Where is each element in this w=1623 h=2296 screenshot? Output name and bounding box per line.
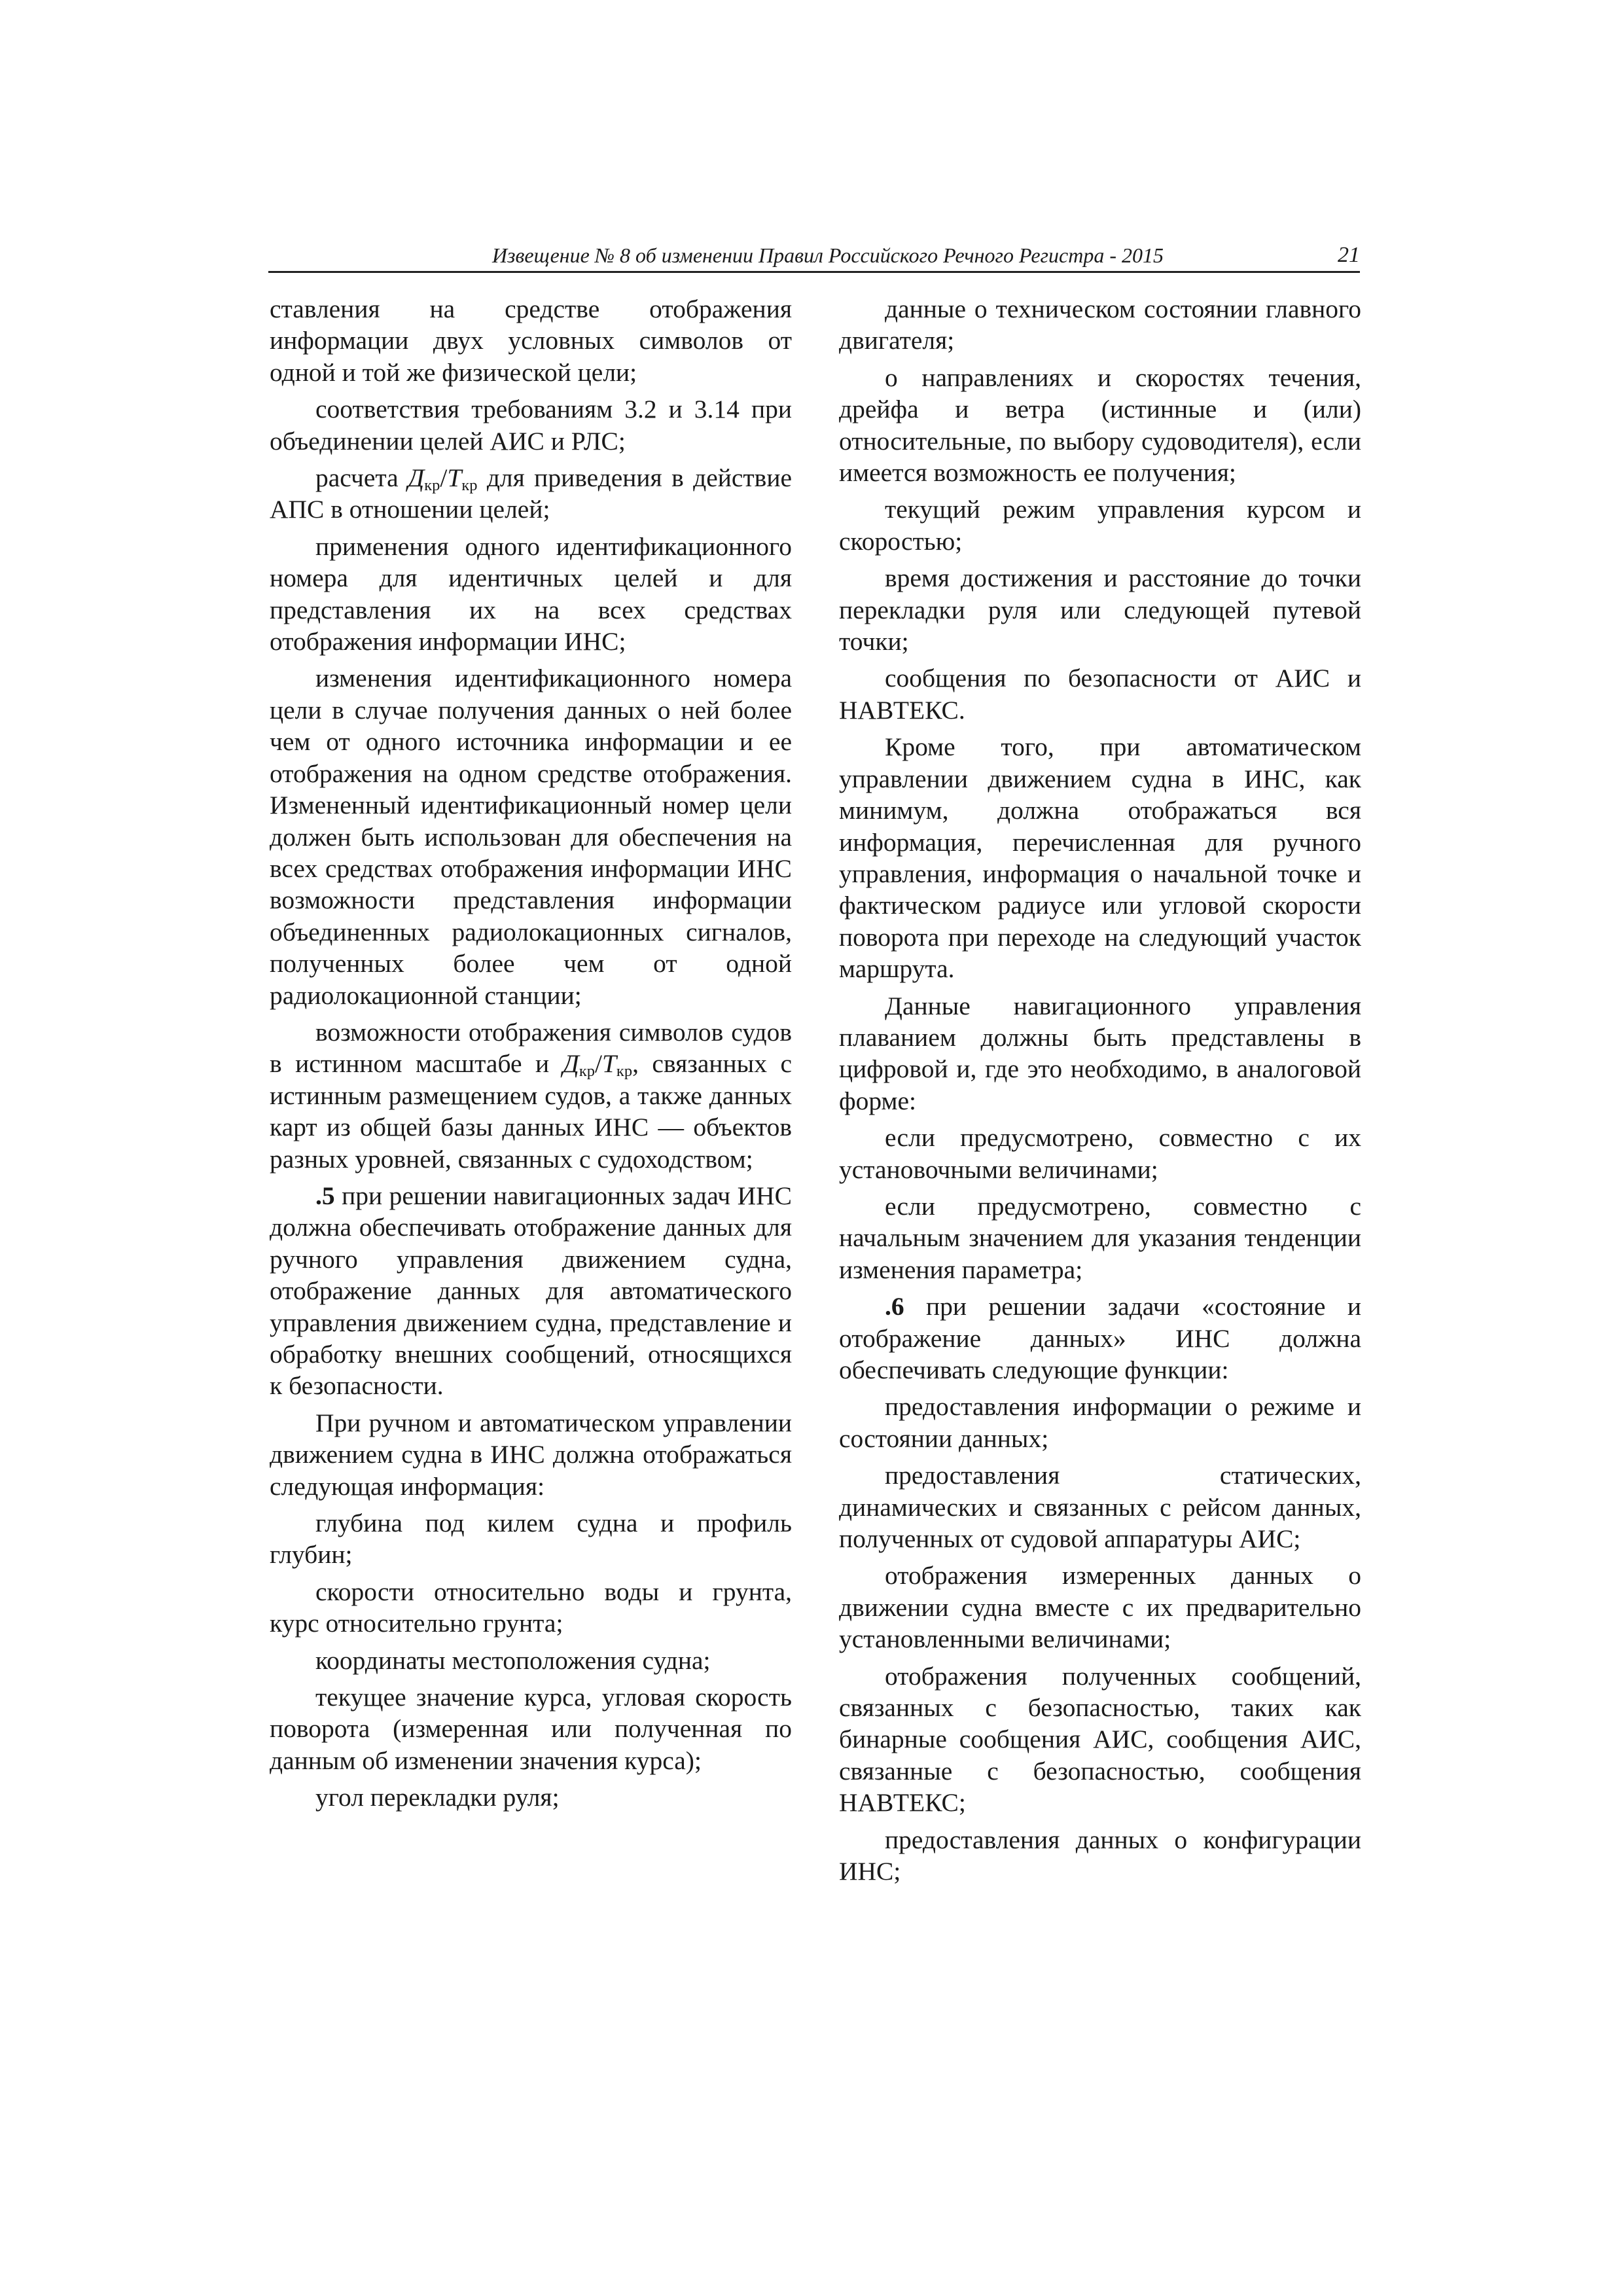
paragraph: данные о техническом состоянии главного двигателя; — [839, 295, 1361, 355]
paragraph: изменения идентификационного номера цели в случае получения данных о ней более чем от одного источника информации и ее отображения на одном средстве отображения. Измененный идентификационный номер цели должен быть использован для обеспечения на всех средствах отображения информации ИНС возможности представления информации объединенных радиолокационных сигналов, полученных более чем от одной радиолокационной станции; — [270, 664, 792, 1010]
numbered-paragraph — [839, 1291, 1361, 1386]
paragraph: соответствия требованиям 3.2 и 3.14 при объединении целей АИС и РЛС; — [270, 395, 792, 456]
formula-symbol: Т — [447, 463, 462, 493]
left-column — [270, 293, 792, 1819]
formula-subscript: кр — [461, 476, 478, 495]
paragraph: скорости относительно воды и грунта, курс относительно грунта; — [270, 1577, 792, 1638]
text-run: для приведения в действие АПС в отношении целей; — [270, 463, 792, 524]
paragraph: отображения измеренных данных о движении судна вместе с их предварительно установленными величинами; — [839, 1561, 1361, 1654]
paragraph: если предусмотрено, совместно с их установочными величинами; — [839, 1123, 1361, 1184]
paragraph-formula — [270, 1016, 792, 1175]
paragraph: При ручном и автоматическом управлении движением судна в ИНС должна отображаться следующая информация: — [270, 1408, 792, 1501]
paragraph-formula — [270, 462, 792, 526]
formula-symbol: Д — [408, 463, 425, 493]
paragraph: предоставления данных о конфигурации ИНС; — [839, 1825, 1361, 1886]
paragraph: глубина под килем судна и профиль глубин; — [270, 1509, 792, 1570]
paragraph: ставления на средстве отображения информации двух условных символов от одной и той же физической цели; — [270, 295, 792, 387]
paragraph: текущий режим управления курсом и скоростью; — [839, 495, 1361, 556]
text-run: , связанных с истинным размещением судов, а также данных карт из общей базы данных ИНС — объектов разных уровней, связанных с судоходством; — [270, 1049, 792, 1174]
paragraph: сообщения по безопасности от АИС и НАВТЕКС. — [839, 664, 1361, 725]
paragraph: отображения полученных сообщений, связанных с безопасностью, таких как бинарные сообщения АИС, сообщения АИС, связанные с безопасностью, сообщения НАВТЕКС; — [839, 1661, 1361, 1818]
right-column — [839, 293, 1361, 1893]
text-run: расчета — [315, 463, 408, 493]
paragraph: Кроме того, при автоматическом управлении движением судна в ИНС, как минимум, должна отображаться вся информация, перечисленная для ручного управления, информация о начальной точке и фактическом радиусе или угловой скорости поворота при переходе на следующий участок маршрута. — [839, 732, 1361, 984]
item-number: .6 — [885, 1292, 904, 1321]
paragraph: если предусмотрено, совместно с начальным значением для указания тенденции изменения параметра; — [839, 1191, 1361, 1284]
paragraph: время достижения и расстояние до точки перекладки руля или следующей путевой точки; — [839, 564, 1361, 656]
formula-subscript: кр — [424, 476, 440, 495]
header-title: Извещение № 8 об изменении Правил Российского Речного Регистра - 2015 — [491, 243, 1164, 267]
paragraph: угол перекладки руля; — [315, 1783, 560, 1812]
formula-symbol: Т — [601, 1049, 616, 1079]
paragraph: предоставления информации о режиме и состоянии данных; — [839, 1392, 1361, 1453]
formula-subscript: кр — [579, 1062, 595, 1081]
paragraph: предоставления статических, динамических и связанных с рейсом данных, полученных от судовой аппаратуры АИС; — [839, 1461, 1361, 1554]
formula-subscript: кр — [616, 1062, 633, 1081]
page-header — [268, 242, 1360, 273]
numbered-paragraph — [270, 1180, 792, 1402]
paragraph: координаты местоположения судна; — [315, 1645, 711, 1675]
paragraph: применения одного идентификационного номера для идентичных целей и для представления их на всех средствах отображения информации ИНС; — [270, 531, 792, 656]
item-number: .5 — [315, 1181, 335, 1210]
paragraph: о направлениях и скоростях течения, дрейфа и ветра (истинные и (или) относительные, по выбору судоводителя), если имеется возможность ее получения; — [839, 363, 1361, 488]
text-run: при решении задачи «состояние и отображение данных» ИНС должна обеспечивать следующие функции: — [839, 1292, 1361, 1384]
text-run: при решении навигационных задач ИНС должна обеспечивать отображение данных для ручного управления движением судна, отображение данных для автоматического управления движением судна, представление и обработку внешних сообщений, относящихся к безопасности. — [270, 1181, 792, 1401]
page-number: 21 — [1338, 243, 1360, 267]
paragraph: Данные навигационного управления плаванием должны быть представлены в цифровой и, где это необходимо, в аналоговой форме: — [839, 991, 1361, 1115]
formula-symbol: Д — [562, 1049, 579, 1079]
formula-slash: / — [440, 463, 448, 493]
paragraph: текущее значение курса, угловая скорость поворота (измеренная или полученная по данным об изменении значения курса); — [270, 1683, 792, 1775]
text-run: возможности отображения символов судов в истинном масштабе и — [270, 1017, 792, 1079]
formula-slash: / — [594, 1049, 602, 1079]
